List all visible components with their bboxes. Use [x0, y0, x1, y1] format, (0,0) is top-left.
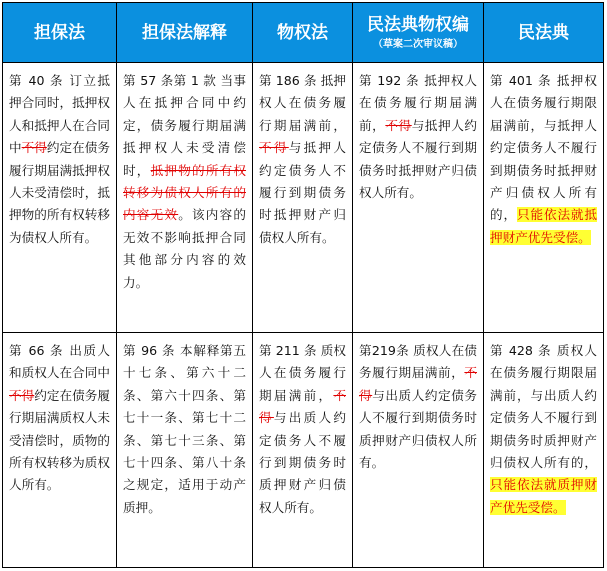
table-cell — [117, 333, 253, 568]
cell-text: 第 40 条 订立抵押合同时，抵押权人和抵押人在合同中 — [9, 73, 110, 156]
header-title: 担保法解释 — [142, 22, 227, 43]
highlighted-text: 只能依法就质押财产优先受偿。 — [490, 477, 597, 515]
header-cell-danbaofa — [3, 3, 117, 63]
struck-text: 不得 — [259, 387, 346, 426]
table-cell — [353, 333, 484, 568]
struck-text: 不得 — [385, 117, 412, 133]
table-cell — [117, 63, 253, 333]
cell-text: 第 96 条 本解释第五十七条、第六十二条、第六十四条、第七十一条、第七十二条、第七十三条、第七十四条、第八十条之规定，适用于动产质押。 — [123, 343, 246, 515]
cell-text: 第 401 条 抵押权人在债务履行期限届满前，与抵押人约定债务人不履行到期债务时抵押财产归债权人所有的， — [490, 73, 597, 223]
cell-text: 约定在债务履行期届满质权人未受清偿时，质物的所有权转移为质权人所有。 — [9, 387, 111, 493]
struck-text: 不得 — [9, 387, 35, 403]
header-title: 民法典物权编 — [367, 14, 469, 35]
table-cell — [484, 333, 604, 568]
header-title: 担保法 — [34, 22, 85, 43]
cell-text: 第 57 条第 1 款 当事人在抵押合同中约定，债务履行期届满抵押权人未受清偿时， — [123, 73, 246, 178]
struck-text: 不得 — [359, 365, 477, 403]
cell-text: 第 428 条 质权人在债务履行期限届满前，与出质人约定债务人不履行到期债务时质押财产归债权人所有的， — [490, 343, 597, 471]
cell-text: 。该内容的无效不影响抵押合同其他部分内容的效力。 — [123, 207, 246, 290]
table-cell — [3, 333, 117, 568]
cell-text: 第 192 条 抵押权人在债务履行期届满前， — [359, 73, 477, 133]
header-cell-minfadian — [484, 3, 604, 63]
header-cell-draft — [353, 3, 484, 63]
cell-text: 与抵押人约定债务人不履行到期债务时抵押财产归债权人所有。 — [359, 117, 478, 201]
cell-text: 第 186 条 抵押权人在债务履行期届满前， — [259, 73, 346, 133]
table-row — [3, 333, 604, 568]
cell-text: 与抵押人约定债务人不履行到期债务时抵押财产归债权人所有。 — [259, 140, 347, 245]
law-comparison-table — [2, 2, 604, 568]
highlighted-text: 只能依法就抵押财产优先受偿。 — [490, 207, 598, 245]
struck-text: 抵押物的所有权转移为债权人所有的内容无效 — [123, 162, 247, 223]
struck-text: 不得 — [259, 140, 289, 156]
law-comparison-sheet — [2, 2, 603, 567]
header-cell-danbaofa-jieshi — [117, 3, 253, 63]
table-cell — [353, 63, 484, 333]
header-row — [3, 3, 604, 63]
table-row — [3, 63, 604, 333]
struck-text: 不得 — [21, 140, 47, 156]
header-subtitle: （草案二次审议稿） — [373, 38, 463, 50]
cell-text: 第 66 条 出质人和质权人在合同中 — [9, 343, 110, 381]
table-cell — [253, 333, 353, 568]
cell-text: 第 211 条 质权人在债务履行期届满前， — [259, 343, 346, 403]
table-cell — [484, 63, 604, 333]
cell-text: 与出质人约定债务人不履行到期债务时质押财产归债权人所有。 — [359, 387, 478, 471]
header-title: 物权法 — [277, 22, 328, 43]
table-cell — [253, 63, 353, 333]
table-cell — [3, 63, 117, 333]
header-title: 民法典 — [518, 22, 569, 43]
header-cell-wuquanfa — [253, 3, 353, 63]
cell-text: 第219条 质权人在债务履行期届满前， — [359, 343, 477, 381]
cell-text: 约定在债务履行期届满抵押权人未受清偿时，抵押物的所有权转移为债权人所有。 — [9, 140, 111, 245]
cell-text: 与出质人约定债务人不履行到期债务时质押财产归债权人所有。 — [259, 410, 347, 515]
